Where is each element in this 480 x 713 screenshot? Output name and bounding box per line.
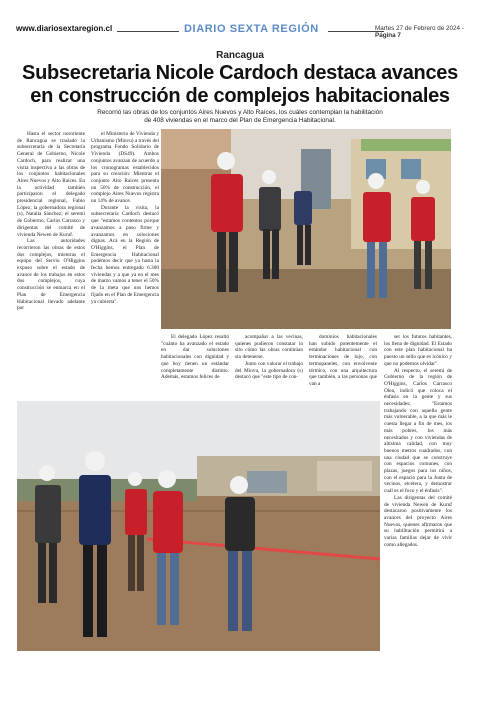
paragraph: Junto con valorar el trabajo del Minvu, la gobernadora (s) destacó que "este tipo de con- (235, 360, 303, 381)
paragraph: Al respecto, el seremi de Gobierno de la región de O'Higgins, Carlos Carrasco Olea, indicó que coloca el énfasis en la gente y sus necesidades; "Estamos trabajando con aquella gente más vulnerable, a la que más le cuesta llegar a fin de mes, los más pobres, los más necesitados y con viviendas de altísima calidad, con muy buenos metros cuadrados, con una ciudad que se construye con espacios comunes, con plazas, juegos para los niños, con el espacio para la Junta de vecinos, etcétera, y demostrar cuál es el foco y el énfasis". (384, 367, 452, 495)
deck-line-2: de 408 viviendas en el marco del Plan de Emergencia Habitacional. (144, 117, 336, 124)
deck-line-1: Recorrió las obras de los conjuntos Aires Nuevos y Alto Raíces, los cuáles contemplan la habilitación (97, 109, 383, 116)
article-column-1 (17, 131, 85, 397)
photo-site-visit (17, 401, 380, 651)
paragraph: El delegado López resaltó "cuánto ha avanzado el estado en dar soluciones habitacionales con dignidad y que hoy tienen un estándar completamente distinto. Además, estamos felices de (161, 334, 229, 381)
headline-line-2: en construcción de complejos habitacionales (30, 85, 450, 107)
paragraph: dominios habitacionales han subido potentemente el estándar habitacional con terminaciones de lujo, con termopaneles, con envolvente térmico, con una arquitectura que también, a las personas que van a (309, 334, 377, 387)
site-url[interactable]: www.diariosextaregion.cl (16, 24, 113, 33)
paper-name: DIARIO SEXTA REGIÓN (184, 23, 319, 35)
article-column-2 (91, 131, 159, 397)
page-number: Página 7 (375, 32, 401, 39)
photo-officials-walking (161, 129, 451, 329)
page-header (12, 24, 468, 38)
paragraph: Durante la visita, la subsecretaria Cardoch destacó que "estamos contentos porque avanzamos a paso firme y avanzamos en soluciones dignas. Acá en la Región de O'Higgins, el Plan de Emergencia Habitacional podemos decir que ya hasta la fecha hemos entregado 6.300 viviendas y a que ya en el mes de marzo vamos a tener el 50% de la meta que nos hemos fijado en el Plan de Emergencia ya cubierta". (91, 204, 159, 305)
date-text: Martes 27 de Febrero de 2024 (375, 25, 461, 32)
header-rule-left (117, 31, 179, 32)
section-label: Rancagua (216, 50, 264, 61)
headline-line-1: Subsecretaria Nicole Cardoch destaca avances (22, 62, 458, 84)
article-column-5 (309, 334, 377, 398)
headline (10, 62, 470, 108)
article-column-6 (384, 334, 452, 646)
article-column-3 (161, 334, 229, 398)
deck (60, 109, 420, 125)
article-column-4 (235, 334, 303, 398)
paragraph: Las autoridades recorrieron las obras de estos dos complejos, mientras el equipo del Serviu O'Higgins expuso sobre el estado de avance de los trabajos en estos dos complejos, cuya construcción se enmarca en el Plan de Emergencia Habitacional llevado adelante por (17, 238, 85, 312)
paragraph: Hasta el sector nororiente de Rancagua se trasladó la subsecretaria de la Secretaría General de Gobierno, Nicole Cardoch, para realizar una visita inspectiva a las obras de los conjuntos habitacionales Aires Nuevos y Alto Raíces. En la actividad también participaron el delegado presidencial regional, Fabio López; la gobernadora regional (s), Natalia Sánchez; el seremi de Gobierno, Carlos Carrasco y dirigentas del comité de vivienda Newen de Kuruf. (17, 131, 85, 238)
paragraph: el Ministerio de Vivienda y Urbanismo (Minvu) a través del programa Fondo Solidario de Vivienda (DS49). Ambos conjuntos avanzan de acuerdo a los cronogramas establecidos para su creación: Mientras el conjunto Alto Raíces presenta un 50% de construcción, el complejo Aires Nuevos registra un 14% de avance. (91, 131, 159, 205)
paragraph: acompañar a las vecinas, quienes pudieron constatar in situ cómo las obras continúan sin detenerse. (235, 334, 303, 361)
paragraph: ser los futuros habitantes, los llena de dignidad. El Estado con este plan habitacional ha puesto un sello que es icónico y que no podemos olvidar". (384, 334, 452, 367)
paragraph: Las dirigentas del comité de vivienda Newen de Kuruf destacaron positivamente los avances del proyecto Aires Nuevos, quienes afirmaron que su habilitación permitirá a varias familias dejar de vivir como allegados. (384, 494, 452, 548)
issue-date: Martes 27 de Febrero de 2024 - Página 7 (375, 25, 464, 39)
